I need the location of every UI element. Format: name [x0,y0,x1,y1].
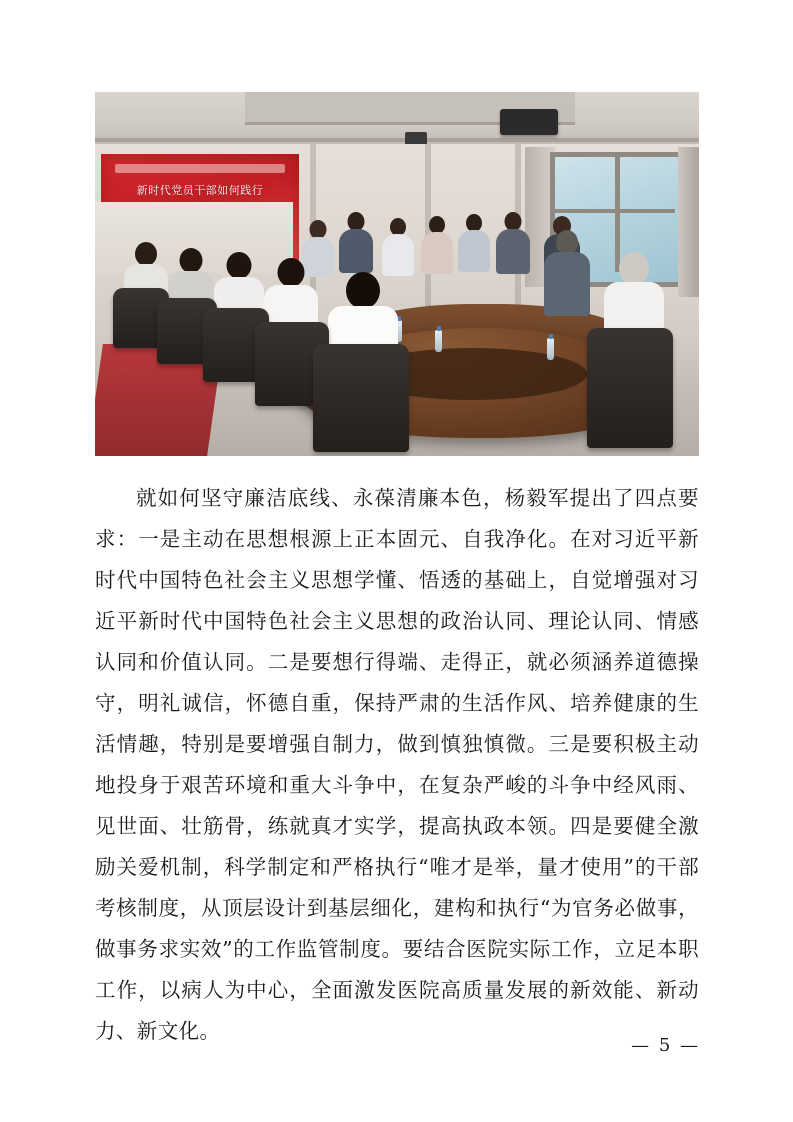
meeting-room-photo [95,92,699,456]
paragraph-1: 就如何坚守廉洁底线、永葆清廉本色，杨毅军提出了四点要求：一是主动在思想根源上正本固元、自我净化。在对习近平新时代中国特色社会主义思想学懂、悟透的基础上，自觉增强对习近平新时代中国特色社会主义思想的政治认同、理论认同、情感认同和价值认同。二是要想行得端、走得正，就必须涵养道德操守，明礼诚信，怀德自重，保持严肃的生活作风、培养健康的生活情趣，特别是要增强自制力，做到慎独慎微。三是要积极主动地投身于艰苦环境和重大斗争中，在复杂严峻的斗争中经风雨、见世面、壮筋骨，练就真才实学，提高执政本领。四是要健全激励关爱机制，科学制定和严格执行“唯才是举，量才使用”的干部考核制度，从顶层设计到基层细化，建构和执行“为官务必做事，做事务求实效”的工作监管制度。要结合医院实际工作，立足本职工作，以病人为中心，全面激发医院高质量发展的新效能、新动力、新文化。 [95,486,699,1043]
projector-icon [500,109,558,135]
water-bottle [435,330,442,352]
person-seated [457,214,491,272]
banner-line-1: 新时代党员干部如何践行 [136,185,264,197]
person-seated [420,216,454,274]
chair [587,328,673,448]
body-text [95,478,699,1052]
curtain-right [678,147,699,297]
window-transom [555,209,675,213]
ceiling-trim [95,138,699,142]
person-seated [381,218,415,276]
chair [313,344,409,452]
photo-canvas [95,92,699,456]
person-seated [495,212,531,274]
water-bottle [547,338,554,360]
banner-decor-bar [115,164,285,173]
person-right-far [543,230,591,316]
person-seated [338,212,374,272]
page-number: — 5 — [631,1035,700,1056]
